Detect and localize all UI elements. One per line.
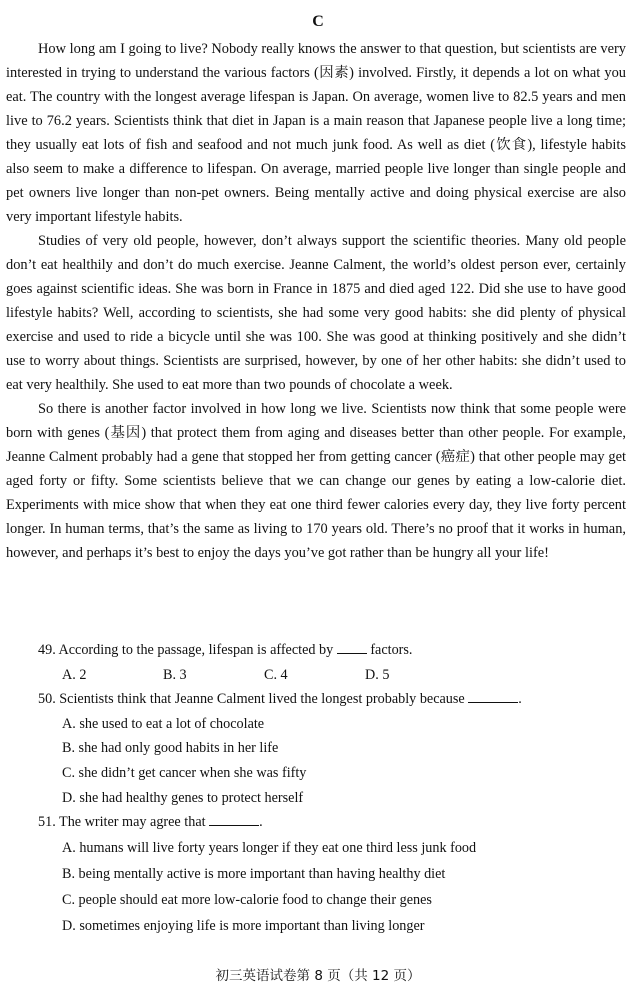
option-b: B. she had only good habits in her life [62,740,279,757]
question-50-text-end: . [518,691,522,708]
answer-blank [337,639,367,654]
option-c: C. people should eat more low-calorie food to change their genes [62,891,432,908]
question-50-text: 50. Scientists think that Jeanne Calment lived the longest probably because [38,691,469,708]
option-b: B. being mentally active is more important than having healthy diet [62,865,446,882]
answer-blank [468,688,518,703]
question-list [38,638,628,939]
question-51-text: 51. The writer may agree that [38,814,210,831]
question-49-text: 49. According to the passage, lifespan is affected by [38,642,337,658]
question-49-options [38,663,628,688]
question-50-stem [38,687,628,712]
option-d: D. sometimes enjoying life is more important than living longer [62,917,425,934]
option-a: A. humans will live forty years longer if they eat one third less junk food [62,839,477,856]
option-c: C. she didn’t get cancer when she was fifty [62,764,307,781]
reading-passage [6,37,626,565]
question-49-text-end: factors. [366,642,413,658]
question-49-stem [38,638,628,663]
option-a: A. she used to eat a lot of chocolate [62,715,265,732]
option-c: C. 4 [264,666,288,683]
question-51 [38,810,628,939]
passage-paragraph-1: How long am I going to live? Nobody really knows the answer to that question, but scientists are very interested in trying to understand the various factors (因素) involved. Firstly, it depends a lot on what you eat. The country with the longest average lifespan is Japan. On average, women live to 82.5 years and men live to 76.2 years. Scientists think that diet in Japan is a main reason that Japanese people live a long time; they usually eat lots of fish and seafood and not much junk food. As well as diet (饮食), lifestyle habits also seem to make a difference to lifespan. On average, married people live longer than single people and pet owners live longer than non-pet owners. Being mentally active and doing physical exercise are also very important lifestyle habits. [6,41,626,225]
question-51-stem [38,810,628,835]
question-49 [38,638,628,687]
question-50 [38,687,628,810]
option-d: D. 5 [365,666,390,683]
option-b: B. 3 [163,666,187,683]
answer-blank [209,811,259,826]
option-a: A. 2 [62,666,87,683]
passage-paragraph-2: Studies of very old people, however, don’t always support the scientific theories. Many old people don’t eat healthily and don’t do much exercise. Jeanne Calment, the world’s oldest person ever, certainly goes against scientific ideas. She was born in France in 1875 and died aged 122. Did she use to have good lifestyle habits? Well, according to scientists, she had some very good habits: she did plenty of physical exercise and used to ride a bicycle until she was 100. She was good at thinking positively and she didn’t use to worry about things. Scientists are surprised, however, by one of her other habits: she didn’t used to eat very healthily. She used to eat more than two pounds of chocolate a week. [6,233,626,393]
section-letter: C [312,13,324,30]
page-footer: 初三英语试卷第 8 页（共 12 页） [215,968,421,984]
question-51-text-end: . [259,814,263,831]
passage-paragraph-3: So there is another factor involved in how long we live. Scientists now think that some people were born with genes (基因) that protect them from aging and diseases better than other people. For example, Jeanne Calment probably had a gene that stopped her from getting cancer (癌症) that other people may get aged forty or fifty. Some scientists believe that we can change our genes by eating a low-calorie diet. Experiments with mice show that when they eat one third fewer calories every day, they live forty percent longer. In human terms, that’s the same as living to 170 years old. There’s no proof that it works in human, however, and perhaps it’s best to enjoy the days you’ve got rather than be hungry all your life! [6,401,626,561]
option-d: D. she had healthy genes to protect herself [62,789,304,806]
